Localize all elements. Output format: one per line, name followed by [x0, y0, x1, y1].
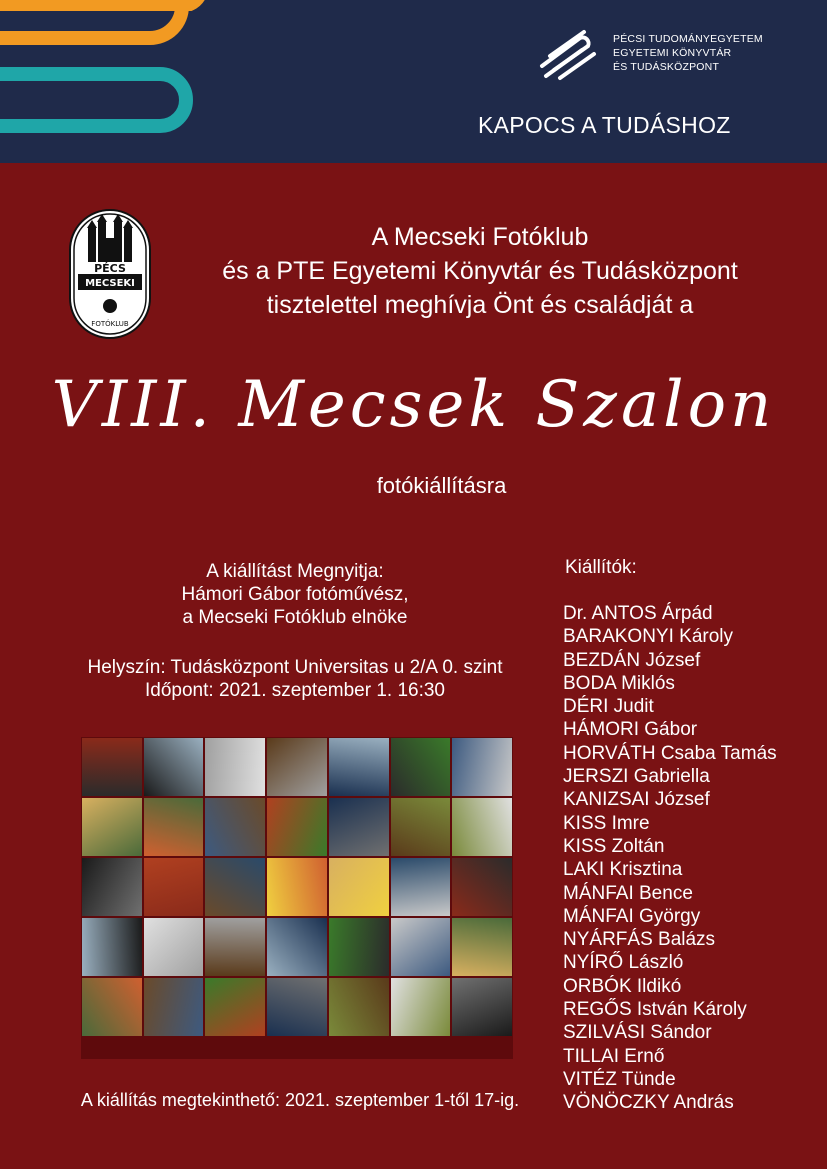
- venue-info: [40, 656, 550, 702]
- collage-photo: [452, 798, 512, 856]
- invitation-line: A Mecseki Fotóklub: [371, 223, 589, 251]
- exhibitor-name: HÁMORI Gábor: [563, 719, 698, 741]
- collage-photo: [329, 918, 389, 976]
- collage-photo: [205, 738, 265, 796]
- exhibitor-name: VITÉZ Tünde: [563, 1068, 676, 1090]
- collage-photo: [144, 918, 204, 976]
- photo-collage: [81, 737, 513, 1059]
- exhibitor-name: JERSZI Gabriella: [563, 766, 710, 788]
- exhibitor-name: BEZDÁN József: [563, 649, 701, 671]
- slogan: KAPOCS A TUDÁSHOZ: [478, 112, 731, 138]
- exhibitors-list: [563, 602, 777, 1115]
- library-name: [613, 32, 763, 74]
- exhibitor-name: BODA Miklós: [563, 672, 675, 694]
- club-logo-text-mid: MECSEKI: [85, 278, 135, 289]
- collage-photo: [205, 978, 265, 1036]
- exhibitor-name: KISS Zoltán: [563, 835, 665, 857]
- collage-photo: [391, 978, 451, 1036]
- collage-photo: [267, 798, 327, 856]
- collage-photo: [391, 918, 451, 976]
- event-subtitle: fotókiállításra: [376, 473, 507, 498]
- exhibitor-name: NYÍRŐ László: [563, 952, 684, 974]
- collage-photo: [205, 858, 265, 916]
- exhibitor-name: BARAKONYI Károly: [563, 626, 733, 648]
- exhibitor-name: KISS Imre: [563, 812, 650, 834]
- header-banner: [0, 0, 827, 163]
- opening-line: a Mecseki Fotóklub elnöke: [182, 607, 408, 628]
- exhibitors-heading: Kiállítók:: [565, 557, 637, 578]
- collage-photo: [329, 798, 389, 856]
- exhibitor-name: DÉRI Judit: [563, 696, 654, 718]
- collage-photo: [267, 918, 327, 976]
- collage-photo: [82, 858, 142, 916]
- collage-photo: [82, 918, 142, 976]
- collage-photo: [82, 738, 142, 796]
- exhibitor-name: REGŐS István Károly: [563, 999, 747, 1021]
- venue-place: Helyszín: Tudásközpont Universitas u 2/A 0. szint: [87, 657, 503, 678]
- exhibitor-name: SZILVÁSI Sándor: [563, 1022, 712, 1044]
- collage-photo: [144, 858, 204, 916]
- exhibitor-name: KANIZSAI József: [563, 789, 710, 811]
- exhibitor-name: HORVÁTH Csaba Tamás: [563, 742, 777, 764]
- club-logo-text-top: PÉCS: [94, 262, 126, 275]
- exhibitor-name: ORBÓK Ildikó: [563, 975, 682, 997]
- opening-line: A kiállítást Megnyitja:: [206, 561, 384, 582]
- collage-photo: [144, 978, 204, 1036]
- collage-photo: [391, 738, 451, 796]
- exhibitor-name: VÖNÖCZKY András: [563, 1092, 734, 1114]
- library-name-line: ÉS TUDÁSKÖZPONT: [613, 61, 720, 73]
- collage-photo: [329, 978, 389, 1036]
- exhibitor-name: Dr. ANTOS Árpád: [563, 603, 713, 624]
- exhibition-dates: A kiállítás megtekinthető: 2021. szeptember 1-től 17-ig.: [80, 1090, 520, 1110]
- exhibitor-name: MÁNFAI György: [563, 905, 701, 927]
- collage-photo: [205, 798, 265, 856]
- collage-photo: [391, 798, 451, 856]
- exhibitor-name: MÁNFAI Bence: [563, 882, 693, 904]
- decorative-stripes: [0, 0, 230, 163]
- collage-photo: [267, 858, 327, 916]
- library-name-line: PÉCSI TUDOMÁNYEGYETEM: [613, 33, 763, 45]
- exhibitor-name: TILLAI Ernő: [563, 1045, 665, 1067]
- collage-photo: [452, 978, 512, 1036]
- collage-photo: [82, 798, 142, 856]
- collage-photo: [329, 858, 389, 916]
- library-logo-icon: [536, 28, 602, 82]
- exhibitor-name: NYÁRFÁS Balázs: [563, 929, 716, 951]
- collage-photo: [82, 978, 142, 1036]
- invitation-line: és a PTE Egyetemi Könyvtár és Tudásközpont: [222, 257, 738, 285]
- collage-photo: [452, 918, 512, 976]
- exhibitor-name: LAKI Krisztina: [563, 859, 683, 881]
- collage-photo: [205, 918, 265, 976]
- collage-photo: [391, 858, 451, 916]
- invitation-text: [160, 220, 800, 322]
- opening-line: Hámori Gábor fotóművész,: [181, 584, 409, 605]
- library-name-line: EGYETEMI KÖNYVTÁR: [613, 47, 732, 59]
- collage-photo: [144, 798, 204, 856]
- collage-photo: [267, 978, 327, 1036]
- venue-time: Időpont: 2021. szeptember 1. 16:30: [145, 680, 445, 701]
- collage-photo: [267, 738, 327, 796]
- club-logo-text-bottom: FOTÓKLUB: [91, 320, 129, 328]
- collage-photo: [329, 738, 389, 796]
- invitation-line: tisztelettel meghívja Önt és családját a: [266, 291, 694, 319]
- collage-photo: [452, 858, 512, 916]
- collage-photo: [144, 738, 204, 796]
- collage-photo: [452, 738, 512, 796]
- event-title: VIII. Mecsek Szalon: [51, 368, 776, 442]
- opening-info: [40, 560, 550, 629]
- club-logo-icon: [68, 208, 152, 340]
